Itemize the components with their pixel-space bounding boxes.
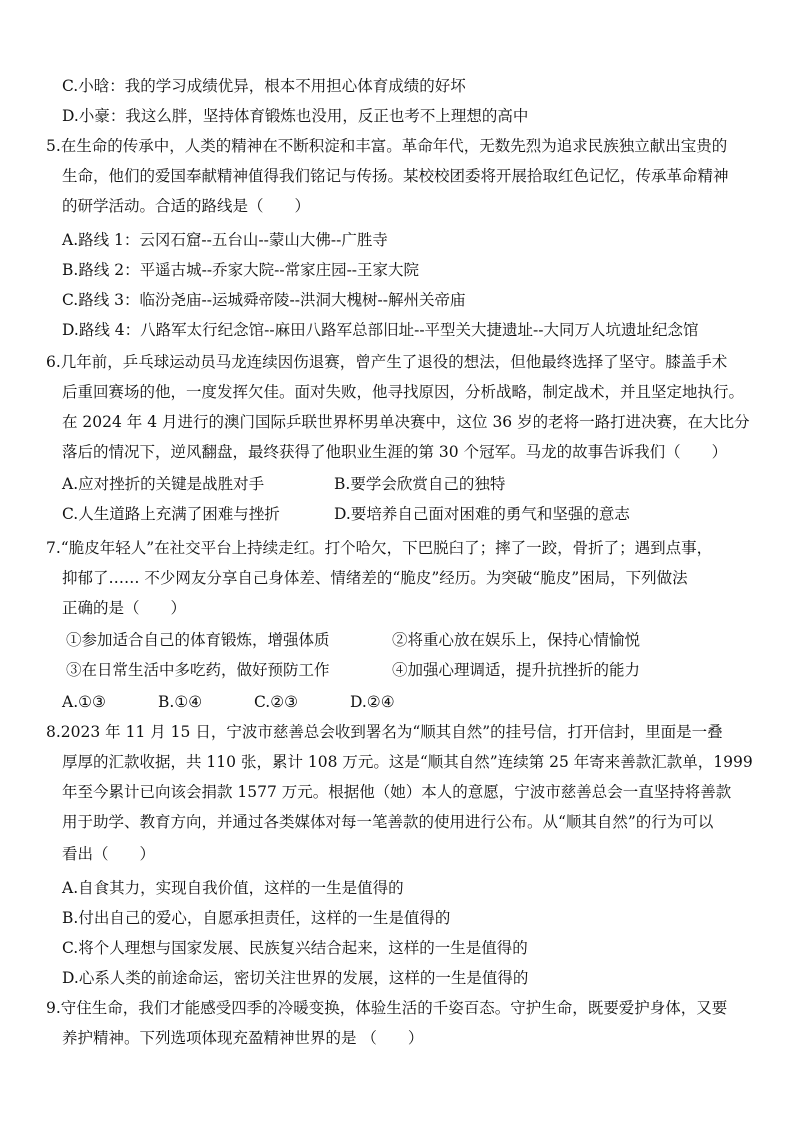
q8-option-b: B.付出自己的爱心，自愿承担责任，这样的一生是值得的 bbox=[62, 909, 451, 927]
q6-stem-line: 后重回赛场的他，一度发挥欠佳。面对失败，他寻找原因，分析战略，制定战术，并且坚定地执行。 bbox=[62, 383, 745, 401]
q6-option-d: D.要培养自己面对困难的勇气和坚强的意志 bbox=[334, 505, 630, 523]
q7-statement-4: ④加强心理调适，提升抗挫折的能力 bbox=[392, 661, 641, 679]
q8-number: 8. bbox=[46, 723, 61, 741]
q6-stem-line: 在 2024 年 4 月进行的澳门国际乒联世界杯男单决赛中，这位 36 岁的老将一路打进决赛，在大比分 bbox=[62, 413, 750, 431]
q7-option-c: C.②③ bbox=[254, 693, 299, 711]
q6-option-c: C.人生道路上充满了困难与挫折 bbox=[62, 505, 280, 523]
q5-option-a: A.路线 1：云冈石窟--五台山--蒙山大佛--广胜寺 bbox=[62, 231, 388, 249]
q7-option-b: B.①④ bbox=[158, 693, 203, 711]
q5-option-d: D.路线 4：八路军太行纪念馆--麻田八路军总部旧址--平型关大捷遗址--大同万人坑遗址纪念馆 bbox=[62, 321, 699, 339]
q5-option-c: C.路线 3：临汾尧庙--运城舜帝陵--洪洞大槐树--解州关帝庙 bbox=[62, 291, 466, 309]
q6-options-row-2 bbox=[62, 504, 630, 526]
q8-stem-line: 8.2023 年 11 月 15 日，宁波市慈善总会收到署名为“顺其自然”的挂号信，打开信封，里面是一叠 bbox=[46, 723, 723, 741]
q4-option-d: D.小豪：我这么胖，坚持体育锻炼也没用，反正也考不上理想的高中 bbox=[62, 107, 529, 125]
q6-option-a: A.应对挫折的关键是战胜对手 bbox=[62, 475, 265, 493]
q7-statement-3: ③在日常生活中多吃药，做好预防工作 bbox=[66, 661, 330, 679]
q7-statements-row-2 bbox=[66, 660, 640, 682]
q5-stem-line: 的研学活动。合适的路线是（ ） bbox=[62, 197, 311, 215]
q6-number: 6. bbox=[46, 353, 61, 371]
q7-number: 7. bbox=[46, 539, 61, 557]
q6-option-b: B.要学会欣赏自己的独特 bbox=[334, 475, 506, 493]
q7-statements-row-1 bbox=[66, 630, 640, 652]
q7-option-d: D.②④ bbox=[350, 693, 395, 711]
q8-option-c: C.将个人理想与国家发展、民族复兴结合起来，这样的一生是值得的 bbox=[62, 939, 528, 957]
q8-stem-line: 看出（ ） bbox=[62, 845, 156, 863]
q6-stem-line: 6.几年前，乒乓球运动员马龙连续因伤退赛，曾产生了退役的想法，但他最终选择了坚守。膝盖手术 bbox=[46, 353, 728, 371]
q5-stem-line: 5.在生命的传承中，人类的精神在不断积淀和丰富。革命年代，无数先烈为追求民族独立献出宝贵的 bbox=[46, 137, 728, 155]
q7-stem-line: 7.“脆皮年轻人”在社交平台上持续走红。打个哈欠，下巴脱臼了；摔了一跤，骨折了；遇到点事， bbox=[46, 539, 713, 557]
q9-stem-line: 养护精神。下列选项体现充盈精神世界的是 （ ） bbox=[62, 1029, 424, 1047]
q7-statement-1: ①参加适合自己的体育锻炼，增强体质 bbox=[66, 631, 330, 649]
q8-option-a: A.自食其力，实现自我价值，这样的一生是值得的 bbox=[62, 879, 404, 897]
q5-number: 5. bbox=[46, 137, 61, 155]
q7-stem-line: 抑郁了…… 不少网友分享自己身体差、情绪差的“脆皮”经历。为突破“脆皮”困局，下列做法 bbox=[62, 569, 688, 587]
q7-stem-line: 正确的是（ ） bbox=[62, 599, 187, 617]
q7-statement-2: ②将重心放在娱乐上，保持心情愉悦 bbox=[392, 631, 641, 649]
q6-options-row-1 bbox=[62, 474, 505, 496]
q8-stem-line: 年至今累计已向该会捐款 1577 万元。根据他（她）本人的意愿，宁波市慈善总会一直坚持将善款 bbox=[62, 783, 732, 801]
q8-option-d: D.心系人类的前途命运，密切关注世界的发展，这样的一生是值得的 bbox=[62, 969, 529, 987]
q5-option-b: B.路线 2：平遥古城--乔家大院--常家庄园--王家大院 bbox=[62, 261, 420, 279]
q4-option-c: C.小晗：我的学习成绩优异，根本不用担心体育成绩的好坏 bbox=[62, 77, 466, 95]
q8-stem-line: 厚厚的汇款收据，共 110 张，累计 108 万元。这是“顺其自然”连续第 25 年寄来善款汇款单，1999 bbox=[62, 753, 753, 771]
q7-option-a: A.①③ bbox=[62, 693, 106, 711]
q5-stem-line: 生命，他们的爱国奉献精神值得我们铭记与传扬。某校校团委将开展拾取红色记忆，传承革命精神 bbox=[62, 167, 729, 185]
q6-stem-line: 落后的情况下，逆风翻盘，最终获得了他职业生涯的第 30 个冠军。马龙的故事告诉我们（ ） bbox=[62, 443, 728, 461]
q9-stem-line: 9.守住生命，我们才能感受四季的冷暖变换，体验生活的千姿百态。守护生命，既要爱护身体，又要 bbox=[46, 999, 728, 1017]
q7-options-row bbox=[62, 692, 446, 714]
q9-number: 9. bbox=[46, 999, 61, 1017]
q8-stem-line: 用于助学、教育方向，并通过各类媒体对每一笔善款的使用进行公布。从“顺其自然”的行为可以 bbox=[62, 813, 714, 831]
